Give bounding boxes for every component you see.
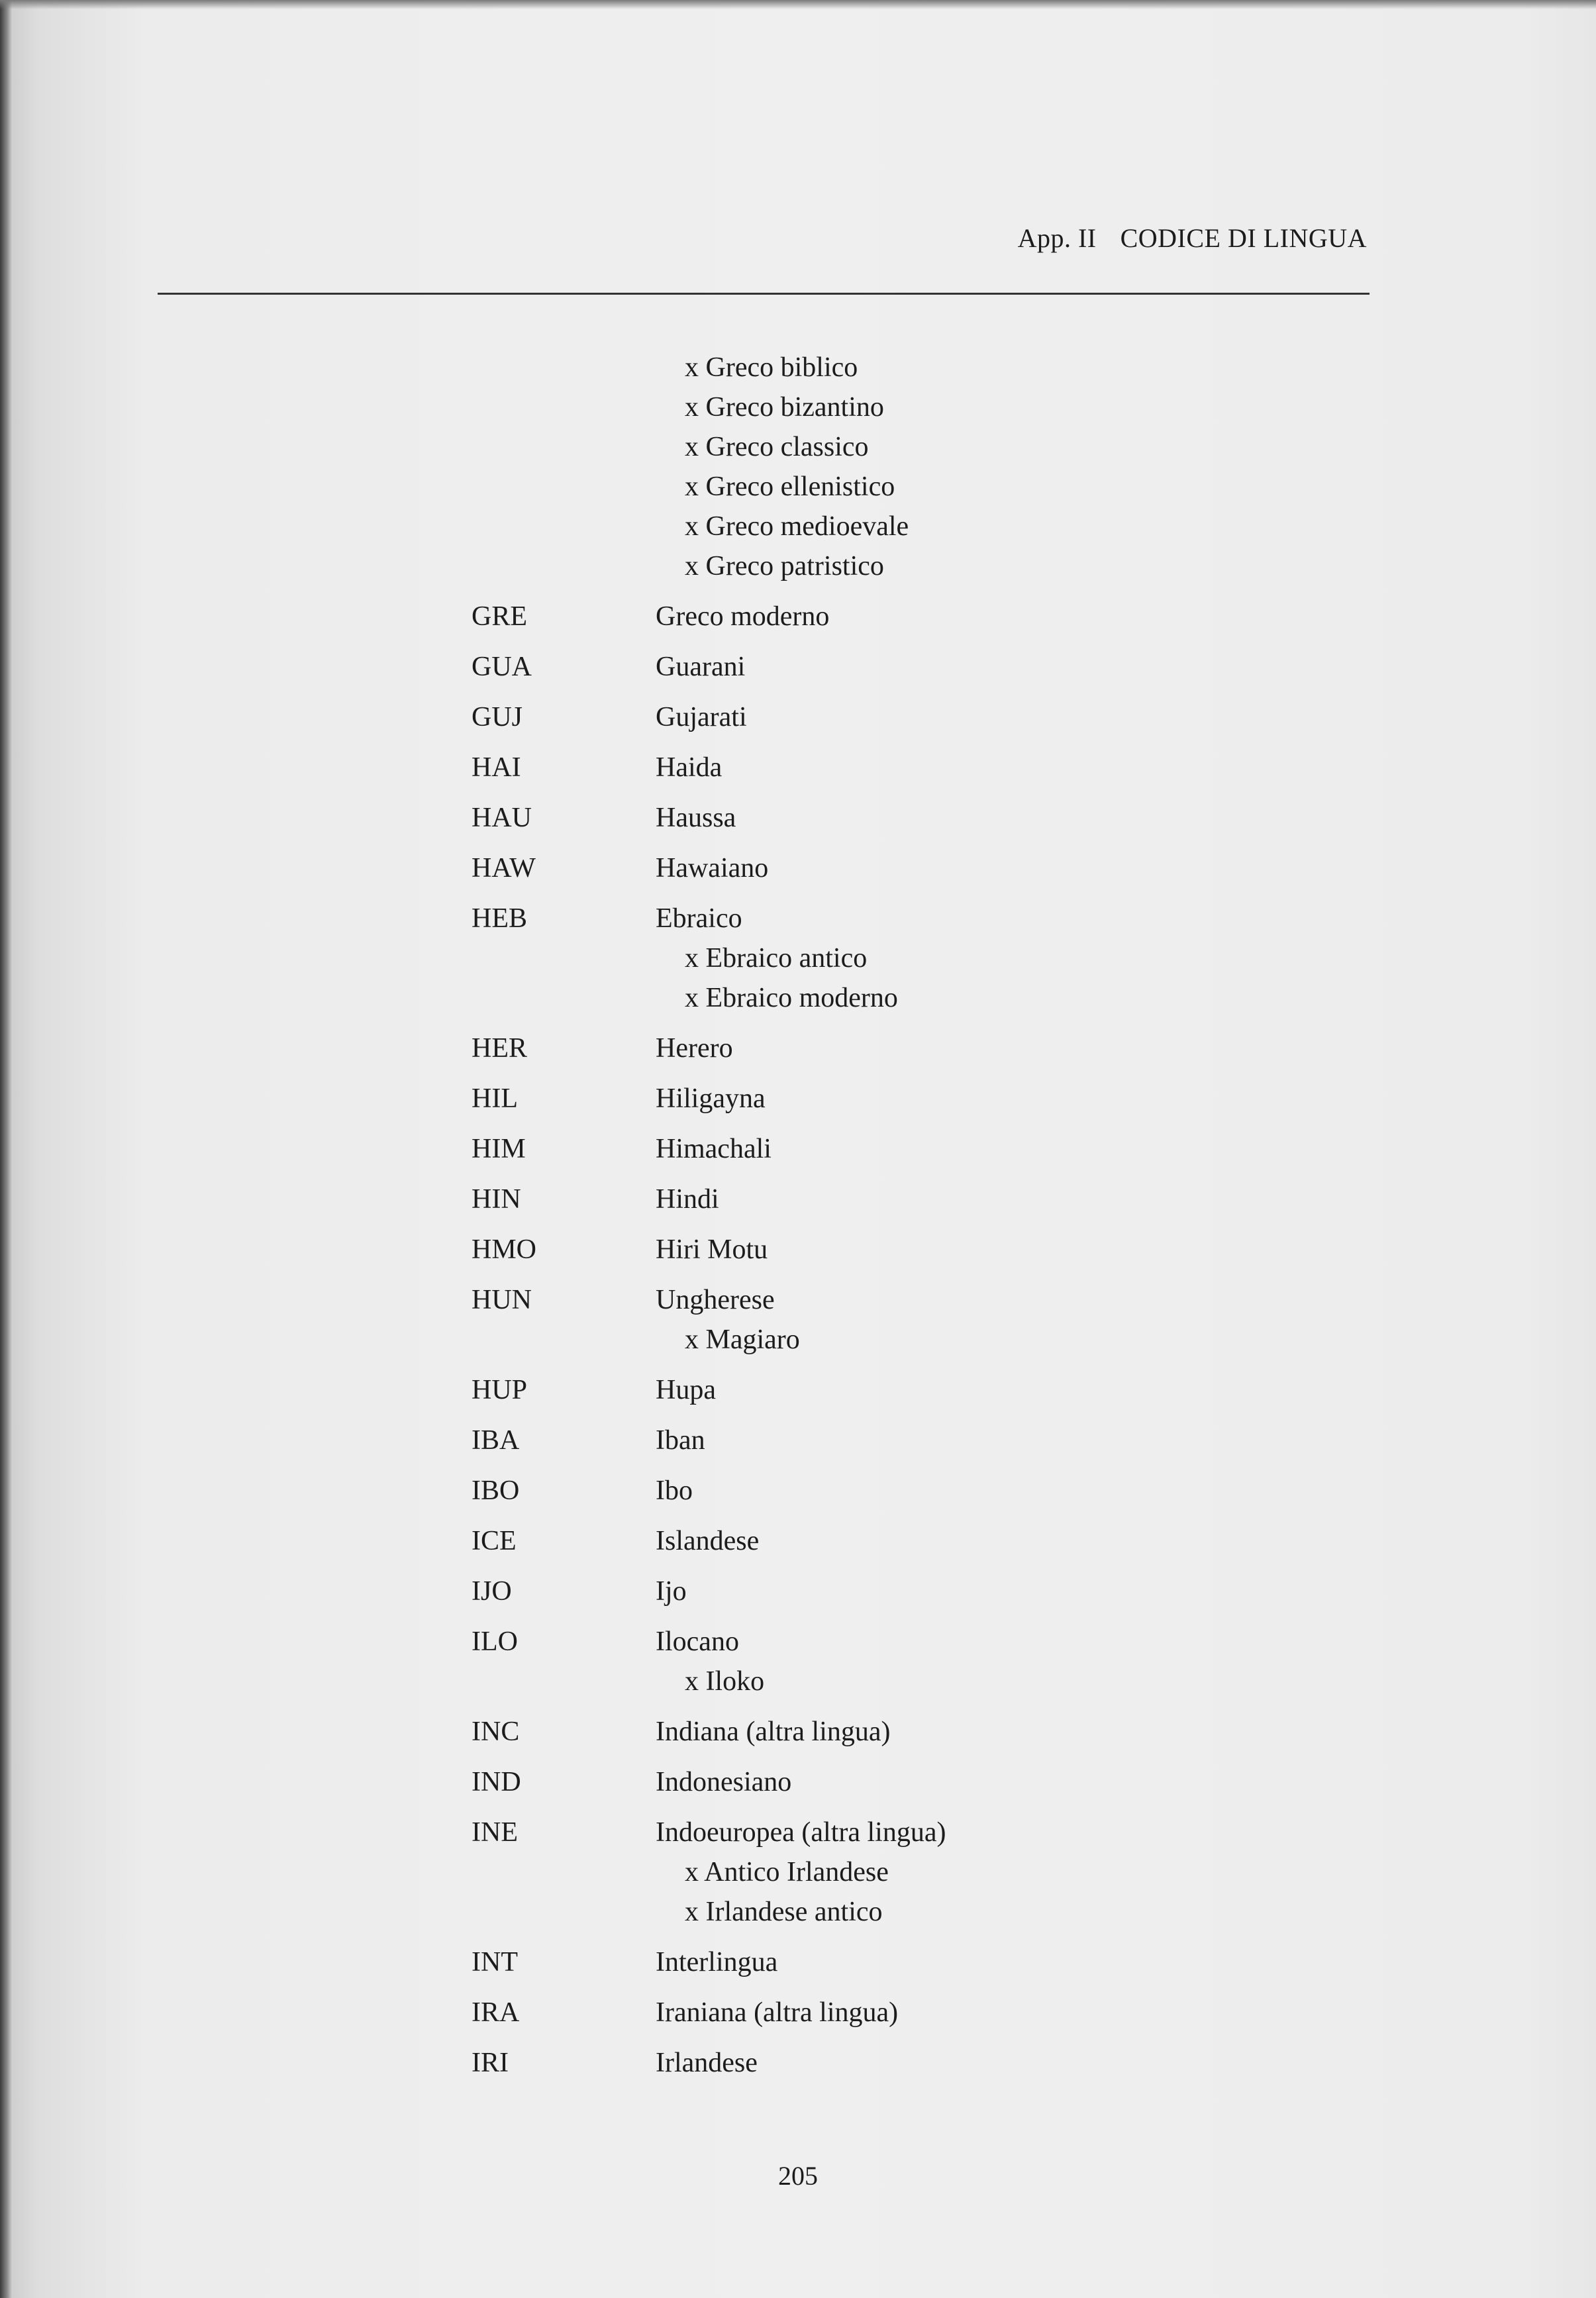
entry-code xyxy=(472,348,656,586)
language-code: HIN xyxy=(472,1184,521,1215)
list-entry xyxy=(472,1993,1299,2032)
entry-terms xyxy=(656,1813,1299,1932)
language-name: Islandese xyxy=(656,1526,760,1556)
list-entry xyxy=(472,899,1299,1018)
language-code: HIL xyxy=(472,1083,518,1114)
list-entry xyxy=(472,1622,1299,1701)
entry-terms xyxy=(656,1622,1299,1701)
language-code: INC xyxy=(472,1717,520,1747)
language-name: Hawaiano xyxy=(656,853,769,883)
list-entry xyxy=(472,1471,1299,1511)
entry-terms xyxy=(656,1471,1299,1511)
list-entry xyxy=(472,1572,1299,1611)
language-name: Hindi xyxy=(656,1184,719,1215)
entry-terms xyxy=(656,1942,1299,1982)
language-code: HUN xyxy=(472,1285,532,1315)
header-title: CODICE DI LINGUA xyxy=(1120,223,1367,253)
cross-reference: x Greco ellenistico xyxy=(685,472,895,502)
language-code-list xyxy=(472,348,1299,2083)
list-entry xyxy=(472,1421,1299,1460)
language-code: IJO xyxy=(472,1576,512,1607)
language-name: Irlandese xyxy=(656,2048,758,2078)
language-code: IBO xyxy=(472,1475,520,1506)
list-entry xyxy=(472,748,1299,787)
language-name: Haida xyxy=(656,752,723,783)
entry-terms xyxy=(656,1370,1299,1410)
language-name: Haussa xyxy=(656,803,736,833)
entry-terms xyxy=(656,2043,1299,2083)
list-entry xyxy=(472,597,1299,636)
cross-reference: x Magiaro xyxy=(685,1324,800,1355)
list-entry xyxy=(472,1712,1299,1752)
list-entry xyxy=(472,1028,1299,1068)
list-entry xyxy=(472,1370,1299,1410)
cross-reference: x Greco patristico xyxy=(685,551,884,581)
language-name: Iban xyxy=(656,1425,705,1456)
language-code: GRE xyxy=(472,601,527,632)
language-code: HAI xyxy=(472,752,521,783)
entry-terms xyxy=(656,1712,1299,1752)
entry-terms xyxy=(656,1993,1299,2032)
list-entry xyxy=(472,1521,1299,1561)
language-name: Guarani xyxy=(656,652,746,682)
language-name: Ebraico xyxy=(656,903,742,934)
entry-terms xyxy=(656,798,1299,838)
entry-terms xyxy=(656,1028,1299,1068)
language-code: INT xyxy=(472,1947,518,1977)
cross-reference: x Greco classico xyxy=(685,432,869,462)
language-code: HMO xyxy=(472,1234,537,1265)
cross-reference: x Greco biblico xyxy=(685,352,858,383)
language-code: ICE xyxy=(472,1526,517,1556)
cross-reference: x Ebraico antico xyxy=(685,943,868,974)
language-name: Indiana (altra lingua) xyxy=(656,1717,891,1747)
language-code: INE xyxy=(472,1817,518,1848)
language-code: HER xyxy=(472,1033,527,1064)
entry-terms xyxy=(656,697,1299,737)
language-name: Indoeuropea (altra lingua) xyxy=(656,1817,946,1848)
entry-terms xyxy=(656,1280,1299,1360)
language-code: IND xyxy=(472,1767,521,1797)
list-entry xyxy=(472,1942,1299,1982)
list-entry xyxy=(472,1230,1299,1270)
language-code: GUJ xyxy=(472,702,523,732)
language-name: Gujarati xyxy=(656,702,747,732)
language-name: Iraniana (altra lingua) xyxy=(656,1997,899,2028)
language-code: HAU xyxy=(472,803,532,833)
language-code: GUA xyxy=(472,652,532,682)
language-name: Hiligayna xyxy=(656,1083,766,1114)
header-rule xyxy=(158,293,1370,295)
entry-terms xyxy=(656,899,1299,1018)
continued-entry xyxy=(472,348,1299,586)
list-entry xyxy=(472,1280,1299,1360)
language-code: IRA xyxy=(472,1997,520,2028)
entry-terms xyxy=(656,848,1299,888)
language-name: Interlingua xyxy=(656,1947,778,1977)
entry-terms xyxy=(656,1129,1299,1169)
language-code: IBA xyxy=(472,1425,520,1456)
page-number: 205 xyxy=(778,2161,818,2191)
entry-terms xyxy=(656,1079,1299,1119)
entry-terms xyxy=(656,1762,1299,1802)
entry-terms xyxy=(656,1179,1299,1219)
language-name: Greco moderno xyxy=(656,601,830,632)
language-name: Ibo xyxy=(656,1475,693,1506)
list-entry xyxy=(472,1129,1299,1169)
entry-terms xyxy=(656,1572,1299,1611)
cross-reference: x Greco medioevale xyxy=(685,511,909,542)
entry-terms xyxy=(656,597,1299,636)
entry-terms xyxy=(656,748,1299,787)
list-entry xyxy=(472,848,1299,888)
language-code: HAW xyxy=(472,853,536,883)
list-entry xyxy=(472,1079,1299,1119)
header-section: App. II xyxy=(1017,223,1097,253)
entry-terms xyxy=(656,348,1299,586)
language-name: Hiri Motu xyxy=(656,1234,768,1265)
language-name: Himachali xyxy=(656,1134,772,1164)
language-code: IRI xyxy=(472,2048,509,2078)
cross-reference: x Ebraico moderno xyxy=(685,983,898,1013)
spine-shadow xyxy=(0,0,12,2298)
list-entry xyxy=(472,2043,1299,2083)
language-code: HIM xyxy=(472,1134,526,1164)
list-entry xyxy=(472,647,1299,687)
language-code: HEB xyxy=(472,903,527,934)
cross-reference: x Iloko xyxy=(685,1666,765,1697)
list-entry xyxy=(472,1179,1299,1219)
entry-terms xyxy=(656,1521,1299,1561)
list-entry xyxy=(472,697,1299,737)
entry-terms xyxy=(656,1230,1299,1270)
language-name: Ijo xyxy=(656,1576,687,1607)
list-entry xyxy=(472,1762,1299,1802)
language-name: Ilocano xyxy=(656,1626,739,1657)
language-code: ILO xyxy=(472,1626,518,1657)
language-name: Hupa xyxy=(656,1375,716,1405)
language-code: HUP xyxy=(472,1375,528,1405)
top-edge-shadow xyxy=(0,0,1596,9)
cross-reference: x Irlandese antico xyxy=(685,1897,883,1927)
language-name: Indonesiano xyxy=(656,1767,792,1797)
cross-reference: x Greco bizantino xyxy=(685,392,884,423)
list-entry xyxy=(472,1813,1299,1932)
running-head xyxy=(1018,223,1367,254)
language-name: Herero xyxy=(656,1033,733,1064)
entry-terms xyxy=(656,647,1299,687)
language-name: Ungherese xyxy=(656,1285,775,1315)
list-entry xyxy=(472,798,1299,838)
cross-reference: x Antico Irlandese xyxy=(685,1857,889,1887)
entry-terms xyxy=(656,1421,1299,1460)
